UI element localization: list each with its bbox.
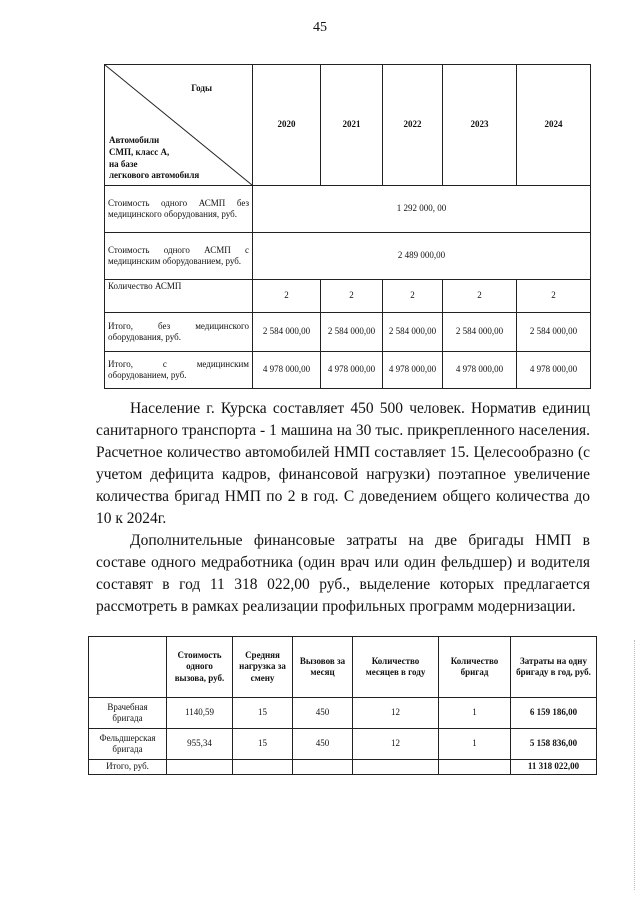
table-row	[89, 729, 597, 760]
row-label: Итого, без медицинского оборудования, руб.	[105, 313, 253, 352]
value-cell: 12	[353, 729, 439, 760]
value-cell: 450	[293, 729, 353, 760]
scan-margin-mark	[634, 640, 636, 890]
total-row	[89, 760, 597, 775]
table-row	[89, 698, 597, 729]
value-cell: 4 978 000,00	[383, 352, 443, 389]
vehicle-cost-table	[104, 64, 591, 389]
merged-value-cell: 2 489 000,00	[253, 233, 591, 280]
value-cell: 2 584 000,00	[321, 313, 383, 352]
value-cell: 2	[321, 280, 383, 313]
column-header: Количество бригад	[439, 637, 511, 698]
merged-value-cell: 1 292 000, 00	[253, 186, 591, 233]
value-cell	[233, 760, 293, 775]
population-paragraph: Население г. Курска составляет 450 500 человек. Норматив единиц санитарного транспорта - 1 машина на 30 тыс. прикрепленного населения. Расчетное количество автомобилей НМП составляет 15. Целесообразно (с учетом дефицита кадров, финансовой нагрузки) поэтапное увеличение количества бригад НМП по 2 в год. С доведением общего количества до 10 к 2024г.	[96, 400, 590, 527]
value-cell: 4 978 000,00	[253, 352, 321, 389]
year-header: 2023	[443, 65, 517, 186]
value-cell	[439, 760, 511, 775]
row-label: Количество АСМП	[105, 280, 253, 313]
value-cell: 2	[443, 280, 517, 313]
table-row	[105, 313, 591, 352]
year-header: 2022	[383, 65, 443, 186]
year-header: 2020	[253, 65, 321, 186]
value-cell: 4 978 000,00	[321, 352, 383, 389]
table-row	[105, 352, 591, 389]
page-number: 45	[313, 20, 327, 35]
value-cell	[293, 760, 353, 775]
table-row	[105, 280, 591, 313]
value-cell	[353, 760, 439, 775]
column-header	[89, 637, 167, 698]
table1-header-row	[105, 65, 591, 186]
diagonal-header-cell	[105, 65, 253, 186]
value-cell: 1	[439, 698, 511, 729]
column-header: Затраты на одну бригаду в год, руб.	[511, 637, 597, 698]
column-header: Стоимость одного вызова, руб.	[167, 637, 233, 698]
row-label: Стоимость одного АСМП с медицинским оборудованием, руб.	[105, 233, 253, 280]
value-cell: 1	[439, 729, 511, 760]
value-cell: 2 584 000,00	[253, 313, 321, 352]
value-cell: 2 584 000,00	[517, 313, 591, 352]
value-cell: 2 584 000,00	[443, 313, 517, 352]
value-cell: 955,34	[167, 729, 233, 760]
row-label: Итого, с медицинским оборудованием, руб.	[105, 352, 253, 389]
value-cell: 15	[233, 698, 293, 729]
row-label: Врачебная бригада	[89, 698, 167, 729]
column-header: Вызовов за месяц	[293, 637, 353, 698]
years-label: Годы	[191, 83, 212, 93]
value-cell: 2	[383, 280, 443, 313]
vehicle-label: Автомобили СМП, класс А, на базе легкового автомобиля	[109, 135, 200, 181]
table-row	[105, 186, 591, 233]
year-header: 2021	[321, 65, 383, 186]
value-cell: 11 318 022,00	[511, 760, 597, 775]
value-cell: 5 158 836,00	[511, 729, 597, 760]
brigade-cost-table	[88, 636, 597, 775]
value-cell: 6 159 186,00	[511, 698, 597, 729]
row-label: Стоимость одного АСМП без медицинского оборудования, руб.	[105, 186, 253, 233]
row-label: Итого, руб.	[89, 760, 167, 775]
financial-costs-paragraph: Дополнительные финансовые затраты на две бригады НМП в составе одного медработника (один врач или один фельдшер) и водителя составят в год 11 318 022,00 руб., выделение которых предлагается рассмотреть в рамках реализации профильных программ модернизации.	[96, 532, 590, 615]
value-cell: 4 978 000,00	[443, 352, 517, 389]
value-cell: 12	[353, 698, 439, 729]
value-cell: 1140,59	[167, 698, 233, 729]
row-label: Фельдшерская бригада	[89, 729, 167, 760]
year-header: 2024	[517, 65, 591, 186]
value-cell: 2	[253, 280, 321, 313]
value-cell: 4 978 000,00	[517, 352, 591, 389]
value-cell: 2 584 000,00	[383, 313, 443, 352]
value-cell	[167, 760, 233, 775]
value-cell: 450	[293, 698, 353, 729]
value-cell: 15	[233, 729, 293, 760]
table-row	[105, 233, 591, 280]
table2-header-row	[89, 637, 597, 698]
column-header: Количество месяцев в году	[353, 637, 439, 698]
column-header: Средняя нагрузка за смену	[233, 637, 293, 698]
value-cell: 2	[517, 280, 591, 313]
